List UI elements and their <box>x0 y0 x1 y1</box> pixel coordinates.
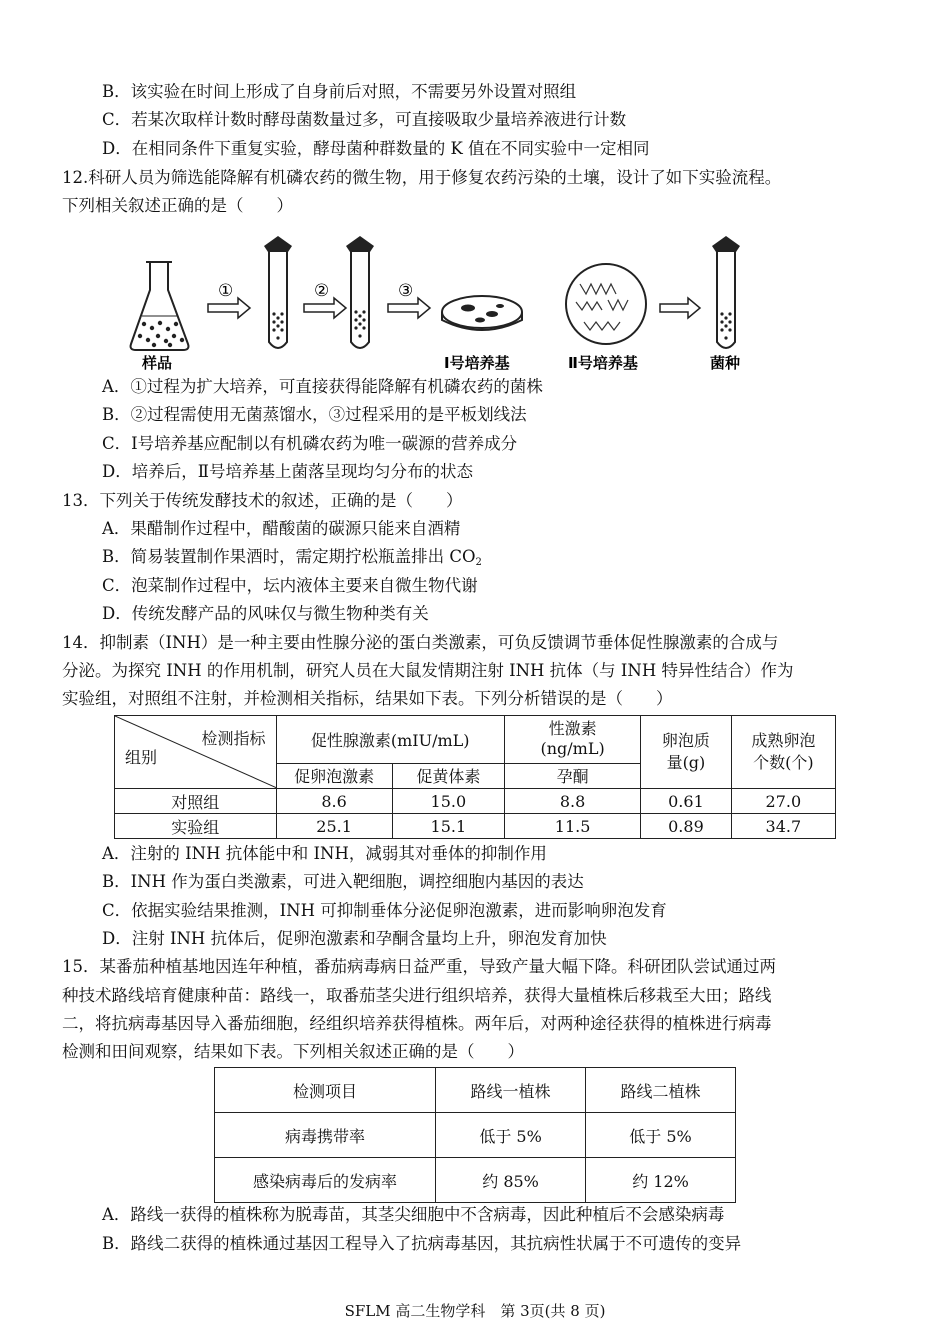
q15-stem-line1: 15．某番茄种植基地因连年种植，番茄病毒病日益严重，导致产量大幅下降。科研团队尝试通过两 <box>62 957 776 976</box>
table-corner-cell <box>115 716 277 789</box>
cell-lh: 15.0 <box>392 789 504 814</box>
q15-option-a: A．路线一获得的植株称为脱毒苗，其茎尖细胞中不含病毒，因此种植后不会感染病毒 <box>102 1205 725 1224</box>
cell-mature-count: 34.7 <box>731 814 835 839</box>
corner-header-metric: 检测指标 <box>201 729 266 748</box>
step3-label: ③ <box>398 281 414 301</box>
header-route2: 路线二植株 <box>586 1068 736 1113</box>
test-tube-icon <box>712 236 740 348</box>
q15-stem-line4: 检测和田间观察，结果如下表。下列相关叙述正确的是（ ） <box>62 1042 524 1061</box>
header-mature-follicles-2: 个数(个) <box>753 753 814 772</box>
cell-fsh: 25.1 <box>276 814 392 839</box>
q14-stem-line2: 分泌。为探究 INH 的作用机制，研究人员在大鼠发情期注射 INH 抗体（与 INH 特异性结合）作为 <box>62 661 794 680</box>
arrow-icon <box>388 298 430 318</box>
q13-option-a: A．果醋制作过程中，醋酸菌的碳源只能来自酒精 <box>102 519 461 538</box>
q14-results-table <box>114 715 836 839</box>
header-sex-hormone-name: 性激素 <box>548 719 597 739</box>
test-tube-icon <box>346 236 374 348</box>
experiment-flow-figure <box>128 232 768 374</box>
q12-option-a: A．①过程为扩大培养，可直接获得能降解有机磷农药的菌株 <box>102 377 543 396</box>
cell-group: 对照组 <box>115 789 277 814</box>
q14-option-a: A．注射的 INH 抗体能中和 INH，减弱其对垂体的抑制作用 <box>102 844 547 863</box>
cell-mature-count: 27.0 <box>731 789 835 814</box>
strain-label: 菌种 <box>710 354 741 372</box>
cell-route2: 低于 5% <box>586 1113 736 1158</box>
header-route1: 路线一植株 <box>436 1068 586 1113</box>
subheader-fsh: 促卵泡激素 <box>276 763 392 788</box>
step1-label: ① <box>218 281 234 301</box>
streak-plate-icon <box>566 264 646 344</box>
table-row <box>115 814 836 839</box>
q12-stem-line1: 12.科研人员为筛选能降解有机磷农药的微生物，用于修复农药污染的土壤，设计了如下实验流程。 <box>62 168 782 187</box>
q12-stem-line2: 下列相关叙述正确的是（ ） <box>62 196 293 215</box>
q11-option-c: C．若某次取样计数时酵母菌数量过多，可直接吸取少量培养液进行计数 <box>102 110 627 129</box>
q13-option-b-text: B．简易装置制作果酒时，需定期拧松瓶盖排出 CO <box>102 547 476 566</box>
q13-option-b-subscript: 2 <box>475 557 482 568</box>
cell-item: 病毒携带率 <box>215 1113 436 1158</box>
q11-option-d: D．在相同条件下重复实验，酵母菌种群数量的 K 值在不同实验中一定相同 <box>102 139 650 158</box>
subheader-lh: 促黄体素 <box>392 763 504 788</box>
table-row <box>215 1113 736 1158</box>
medium1-label: Ⅰ号培养基 <box>444 354 510 372</box>
cell-fsh: 8.6 <box>276 789 392 814</box>
test-tube-icon <box>264 236 292 348</box>
arrow-icon <box>304 298 346 318</box>
q11-option-b: B．该实验在时间上形成了自身前后对照，不需要另外设置对照组 <box>102 82 577 101</box>
q12-option-d: D．培养后，Ⅱ号培养基上菌落呈现均匀分布的状态 <box>102 462 473 481</box>
sample-label: 样品 <box>142 354 173 372</box>
header-follicle-mass-1: 卵泡质 <box>661 731 710 750</box>
subheader-progesterone: 孕酮 <box>504 763 640 788</box>
q12-option-b: B．②过程需使用无菌蒸馏水，③过程采用的是平板划线法 <box>102 405 527 424</box>
cell-item: 感染病毒后的发病率 <box>215 1158 436 1203</box>
cell-follicle-mass: 0.61 <box>641 789 731 814</box>
header-sex-hormone <box>504 716 640 764</box>
page-footer: SFLM 高二生物学科 第 3页(共 8 页) <box>344 1302 606 1320</box>
cell-route2: 约 12% <box>586 1158 736 1203</box>
q15-results-table <box>214 1067 736 1203</box>
q13-option-c: C．泡菜制作过程中，坛内液体主要来自微生物代谢 <box>102 576 478 595</box>
arrow-icon <box>660 298 700 318</box>
q14-stem-line3: 实验组，对照组不注射，并检测相关指标，结果如下表。下列分析错误的是（ ） <box>62 689 673 708</box>
petri-dish-icon <box>442 296 522 330</box>
q15-option-b: B．路线二获得的植株通过基因工程导入了抗病毒基因，其抗病性状属于不可遗传的变异 <box>102 1234 742 1253</box>
table-row <box>115 789 836 814</box>
q12-option-c: C．Ⅰ号培养基应配制以有机磷农药为唯一碳源的营养成分 <box>102 434 518 453</box>
q13-option-d: D．传统发酵产品的风味仅与微生物种类有关 <box>102 604 429 623</box>
cell-follicle-mass: 0.89 <box>641 814 731 839</box>
q14-option-d: D．注射 INH 抗体后，促卵泡激素和孕酮含量均上升，卵泡发育加快 <box>102 929 607 948</box>
header-test-item: 检测项目 <box>215 1068 436 1113</box>
q13-stem: 13．下列关于传统发酵技术的叙述，正确的是（ ） <box>62 491 463 510</box>
q13-option-b <box>102 547 482 573</box>
arrow-icon <box>208 298 250 318</box>
header-mature-follicles-1: 成熟卵泡 <box>751 731 816 750</box>
cell-progesterone: 11.5 <box>504 814 640 839</box>
cell-route1: 低于 5% <box>436 1113 586 1158</box>
cell-progesterone: 8.8 <box>504 789 640 814</box>
cell-group: 实验组 <box>115 814 277 839</box>
corner-header-group: 组别 <box>125 748 158 767</box>
table-header-row <box>215 1068 736 1113</box>
q15-stem-line2: 种技术路线培育健康种苗：路线一，取番茄茎尖进行组织培养，获得大量植株后移栽至大田；路线 <box>62 986 772 1005</box>
header-follicle-mass <box>641 716 731 789</box>
step2-label: ② <box>314 281 330 301</box>
header-mature-follicles <box>731 716 835 789</box>
q14-option-c: C．依据实验结果推测，INH 可抑制垂体分泌促卵泡激素，进而影响卵泡发育 <box>102 901 667 920</box>
header-follicle-mass-2: 量(g) <box>666 753 706 772</box>
q14-stem-line1: 14．抑制素（INH）是一种主要由性腺分泌的蛋白类激素，可负反馈调节垂体促性腺激素的合成与 <box>62 633 779 652</box>
header-sex-hormone-unit: (ng/mL) <box>540 739 605 759</box>
header-gonadotropin: 促性腺激素(mIU/mL) <box>276 716 504 764</box>
q14-option-b: B．INH 作为蛋白类激素，可进入靶细胞，调控细胞内基因的表达 <box>102 872 584 891</box>
cell-route1: 约 85% <box>436 1158 586 1203</box>
medium2-label: Ⅱ号培养基 <box>568 354 638 372</box>
cell-lh: 15.1 <box>392 814 504 839</box>
q15-stem-line3: 二，将抗病毒基因导入番茄细胞，经组织培养获得植株。两年后，对两种途径获得的植株进行病毒 <box>62 1014 772 1033</box>
flask-icon <box>131 262 189 350</box>
table-row <box>215 1158 736 1203</box>
